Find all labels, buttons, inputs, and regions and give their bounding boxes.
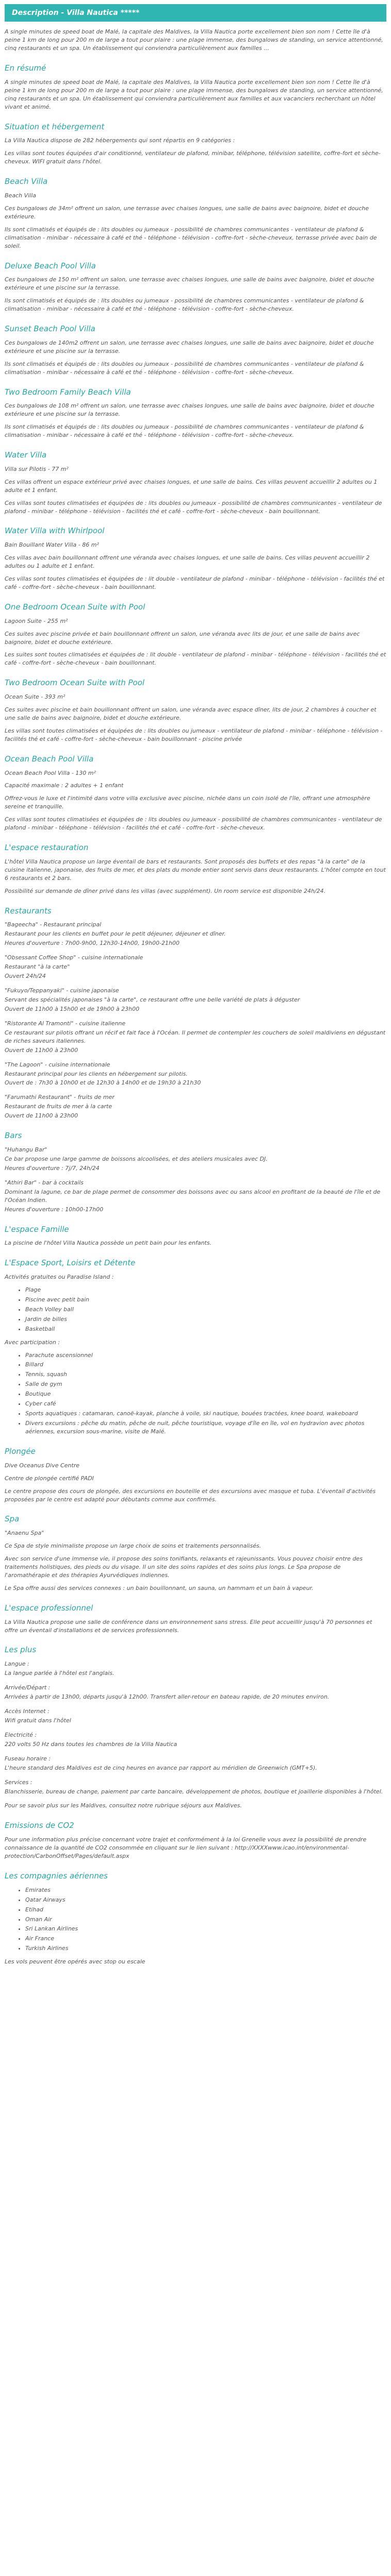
sport-intro: Activités gratuites ou Paradise Island : — [5, 1273, 114, 1280]
villa-title: Water Villa — [5, 450, 47, 460]
villa-equipment: Les suites sont toutes climatisées et équipées de : lit double - ventilateur de plafond - minibar - téléphone - télévision - facilités thé et café - coffre-fort - sèche-cheveux - bain bouillonnant. — [5, 651, 386, 667]
restaurant-desc: Restaurant de fruits de mer à la carte — [5, 1103, 112, 1110]
bar-desc: Ce bar propose une large gamme de boissons alcoolisées, et des ateliers musicales avec DJ. — [5, 1155, 268, 1162]
plus-label: Accès Internet : — [5, 1707, 50, 1715]
restaurant-name: "The Lagoon" - cuisine internationale — [5, 1061, 110, 1068]
restaurant-item — [5, 921, 386, 947]
restaurant-item — [5, 987, 386, 1013]
bar-name: "Huhangu Bar" — [5, 1146, 47, 1153]
list-item: • Divers excursions : pêche du matin, pêche de nuit, pêche touristique, voyage d'île en île, vol en hydravion avec photos aériennes, excursion sous-marine, visite de Malé. — [25, 1419, 386, 1436]
list-item: • Basketball — [25, 1325, 386, 1333]
restaurant-name: "Farumathi Restaurant" - fruits de mer — [5, 1094, 115, 1101]
villa-subtitle: Ocean Suite - 393 m² — [5, 693, 66, 701]
villa-section — [5, 450, 386, 515]
villa-title: Ocean Beach Pool Villa — [5, 754, 94, 764]
list-item: • Salle de gym — [25, 1380, 386, 1388]
intro-text: A single minutes de speed boat de Malé, la capitale des Maldives, la Villa Nautica porte excellement bien son nom ! Cette île d'à peine 1 km de long pour 200 m de large a tout pour plaire : une plage immense, des bungalows de standing, un service attentionné, cinq restaurants et un spa. Un établissement qui conviendra particulièrement aux familles ... — [5, 28, 383, 52]
restaurant-item — [5, 1020, 386, 1055]
villa-desc: Ces suites avec piscine privée et bain bouillonnant offrent un salon, une véranda avec lits de jour, et une salle de bains avec baignoire, bidet et douche extérieure. — [5, 630, 360, 646]
villa-equipment: Ces villas sont toutes climatisées et équipées de : lit double - ventilateur de plafond - minibar - téléphone - télévision - facilités thé et café - coffre-fort - sèche-cheveux - bain bouillonnant. — [5, 575, 385, 590]
restaurant-hours: Ouvert de 11h00 à 23h00 — [5, 1112, 78, 1120]
plus-item — [5, 1778, 386, 1796]
bar-desc: Dominant la lagune, ce bar de plage permet de consommer des boissons avec ou sans alcool en profitant de la beauté de l'île et de l'Océan Indien. — [5, 1188, 381, 1204]
villa-desc: Ces villas offrent un espace extérieur privé avec chaises longues, et une salle de bains. Ces villas peuvent accueillir 2 adultes ou 1 adulte et 1 enfant. — [5, 478, 378, 494]
plus-title: Les plus — [5, 1645, 37, 1655]
spa-text: Ce Spa de style minimaliste propose un large choix de soins et traitements personnalisés. — [5, 1543, 262, 1550]
sport-title: L'Espace Sport, Loisirs et Détente — [5, 1258, 136, 1268]
plus-value: Wifi gratuit dans l'hôtel — [5, 1717, 71, 1724]
plus-label: Services : — [5, 1778, 32, 1786]
villa-section — [5, 387, 386, 440]
villa-desc: Ces bungalows de 108 m² offrent un salon, une terrasse avec chaises longues, une salle de bains avec baignoire, bidet et douche extérieure et une piscine sur la terrasse. — [5, 402, 374, 418]
villa-subtitle: Bain Bouillant Water Villa - 86 m² — [5, 541, 99, 549]
list-item: • Beach Volley ball — [25, 1306, 386, 1314]
restaurant-desc: Ce restaurant sur pilotis offrant un récif et fait face à l'Océan. Il permet de contempler les couchers de soleil maldiviens en dégustant de riches saveurs italiennes. — [5, 1029, 386, 1044]
villa-section — [5, 176, 386, 250]
restauration-title: L'espace restauration — [5, 843, 89, 853]
list-item: • Parachute ascensionnel — [25, 1351, 386, 1360]
list-item: • Sports aquatiques : catamaran, canoë-kayak, planche à voile, ski nautique, bouées tractées, knee board, wakeboard — [25, 1410, 386, 1418]
list-item: • Piscine avec petit bain — [25, 1296, 386, 1304]
villa-desc: Ces suites avec piscine et bain bouillonnant offrent un salon, une véranda avec espace dîner, lits de jour, 2 chambres à coucher et une salle de bains avec baignoire, bidet et douche extérieure. — [5, 706, 377, 721]
dive-center-name: Dive Oceanus Dive Centre — [5, 1462, 80, 1469]
dive-center-text: Le centre propose des cours de plongée, des excursions en bouteille et des excursions avec masque et tuba. L'éventail d'activités proposées par le centre est adapté pour débutants comme aux confirmés. — [5, 1487, 376, 1503]
spa-text: Le Spa offre aussi des services connexes : un bain bouillonnant, un sauna, un hammam et un bain à vapeur. — [5, 1584, 314, 1591]
villa-subtitle: Ocean Beach Pool Villa - 130 m² — [5, 769, 96, 776]
villa-section — [5, 754, 386, 832]
villa-section — [5, 526, 386, 591]
restaurant-item — [5, 1093, 386, 1120]
bars-title: Bars — [5, 1131, 22, 1141]
list-item: • Turkish Airlines — [25, 1944, 386, 1953]
villa-equipment: Les villas sont toutes climatisées et équipées de : lits doubles ou jumeaux - ventilateur de plafond - minibar - téléphone - télévision - facilités thé et café - coffre-fort - sèche-cheveux - bain bouillonnant - piscine privée — [5, 727, 383, 742]
plongee-title: Plongée — [5, 1446, 36, 1456]
situation-text: La Villa Nautica dispose de 282 hébergements qui sont répartis en 9 catégories : — [5, 137, 235, 144]
airlines-list — [5, 1886, 386, 1953]
villa-title: Sunset Beach Pool Villa — [5, 324, 95, 334]
villa-equipment: Ces villas sont toutes climatisées et équipées de : lits doubles ou jumeaux - possibilité de chambres communicantes - ventilateur de plafond - minibar - téléphone - télévision - facilités thé et café - coffre-fort - sèche-cheveux - bain bouillonnant. — [5, 499, 382, 515]
resume-text: A single minutes de speed boat de Malé, la capitale des Maldives, la Villa Nautica porte excellement bien son nom ! Cette île d'à peine 1 km de long pour 200 m de large a tout pour plaire : une plage immense, des bungalows de standing, un service attentionné, cinq restaurants et un spa. Un établissement qui conviendra particulièrement aux familles et aux vacanciers recherchant un hôtel vivant et animé. — [5, 78, 383, 110]
restaurant-item — [5, 1061, 386, 1088]
restaurant-name: "Fukuyo/Teppanyaki" - cuisine japonaise — [5, 987, 119, 994]
villa-equipment: Ces villas sont toutes climatisées et équipées de : lits doubles ou jumeaux - possibilité de chambres communicantes - ventilateur de plafond - minibar - téléphone - télévision - facilités thé et café - coffre-fort - sèche-cheveux. — [5, 816, 382, 832]
restaurant-desc: Restaurant "à la carte" — [5, 963, 70, 971]
list-item: • Oman Air — [25, 1916, 386, 1924]
list-item: • Billard — [25, 1361, 386, 1369]
restaurant-hours: Ouvert de 11h00 à 23h00 — [5, 1046, 78, 1054]
plus-value: 220 volts 50 Hz dans toutes les chambres de la Villa Nautica — [5, 1740, 177, 1748]
villa-title: One Bedroom Ocean Suite with Pool — [5, 602, 145, 612]
restauration-note: Possibilité sur demande de dîner privé dans les villas (avec supplément). Un room service est disponible 24h/24. — [5, 887, 326, 894]
plus-label: Fuseau horaire : — [5, 1755, 51, 1762]
plus-item — [5, 1660, 386, 1677]
villa-section — [5, 677, 386, 743]
restaurant-hours: Ouvert de : 7h30 à 10h00 et de 12h30 à 14h00 et de 19h30 à 21h30 — [5, 1079, 201, 1087]
restaurant-name: "Obsessant Coffee Shop" - cuisine internationale — [5, 954, 143, 961]
villa-desc: Ces bungalows de 140m2 offrent un salon, une terrasse avec chaises longues, une salle de bains avec baignoire, bidet et douche extérieure et une piscine sur la terrasse. — [5, 339, 374, 354]
list-item: • Air France — [25, 1935, 386, 1943]
villa-equipment: Ils sont climatisés et équipés de : lits doubles ou jumeaux - possibilité de chambres communicantes - ventilateur de plafond & climatisation - minibar - nécessaire à café et thé - téléphone - télévision - coffre-fort - sèche-cheveux, terrasse privée avec bain de soleil. — [5, 226, 377, 249]
pro-text: La Villa Nautica propose une salle de conférence dans un environnement sans stress. Elle peut accueillir jusqu'à 70 personnes et offre un éventail d'installations et de services professionnels. — [5, 1618, 372, 1634]
co2-title: Emissions de CO2 — [5, 1821, 74, 1831]
bar-name: "Athiri Bar" - bar à cocktails — [5, 1179, 84, 1186]
pro-title: L'espace professionnel — [5, 1603, 93, 1613]
spa-title: Spa — [5, 1514, 20, 1524]
plus-item — [5, 1755, 386, 1772]
villa-title: Deluxe Beach Pool Villa — [5, 261, 96, 270]
plus-value: La langue parlée à l'hôtel est l'anglais. — [5, 1670, 115, 1677]
villa-desc: Ces bungalows de 34m² offrent un salon, une terrasse avec chaises longues, une salle de bains avec baignoire, bidet et douche extérieure. — [5, 205, 369, 220]
page-banner: Description - Villa Nautica ***** — [5, 4, 386, 22]
list-item: • Etihad — [25, 1906, 386, 1914]
paid-intro: Avec participation : — [5, 1338, 60, 1346]
villa-desc: Ces bungalows de 150 m² offrent un salon, une terrasse avec chaises longues, une salle de bains avec baignoire, bidet et douche extérieure et une piscine sur la terrasse. — [5, 276, 374, 292]
villa-desc: Ces villas avec bain bouillonnant offrent une véranda avec chaises longues, et une salle de bains. Ces villas peuvent accueillir 2 adultes ou 1 adulte et 1 enfant. — [5, 554, 370, 570]
restaurants-title: Restaurants — [5, 906, 52, 916]
restaurant-item — [5, 954, 386, 980]
list-item: • Jardin de billes — [25, 1315, 386, 1324]
resume-title: En résumé — [5, 63, 46, 73]
bar-hours: Heures d'ouverture : 7j/7, 24h/24 — [5, 1164, 100, 1172]
villa-subtitle: Lagoon Suite - 255 m² — [5, 617, 68, 624]
page — [5, 0, 386, 1986]
plus-item — [5, 1802, 386, 1810]
airlines-title: Les compagnies aériennes — [5, 1871, 108, 1880]
villa-desc: Offrez-vous le luxe et l'intimité dans votre villa exclusive avec piscine, nichée dans un coin isolé de l'île, offrant une atmosphère sereine et tranquille. — [5, 795, 370, 810]
villa-equipment: Ils sont climatisés et équipés de : lits doubles ou jumeaux - possibilité de chambres communicantes - ventilateur de plafond & climatisation - minibar - nécessaire à café et thé - téléphone - télévision - coffre-fort - sèche-cheveux. — [5, 360, 364, 376]
restaurant-desc: Restaurant pour les clients en buffet pour le petit déjeuner, déjeuner et dîner. — [5, 930, 226, 938]
plus-value: Arrivées à partir de 13h00, départs jusqu'à 12h00. Transfert aller-retour en bateau rapide, de 20 minutes environ. — [5, 1693, 330, 1701]
restaurant-name: "Ristorante Al Tramonti" - cuisine italienne — [5, 1020, 126, 1027]
list-item: • Plage — [25, 1286, 386, 1294]
villa-title: Two Bedroom Ocean Suite with Pool — [5, 678, 145, 688]
list-item: • Tennis, squash — [25, 1370, 386, 1379]
airlines-note: Les vols peuvent être opérés avec stop ou escale — [5, 1958, 145, 1965]
plus-label: Electricité : — [5, 1731, 37, 1738]
list-item: • Qatar Airways — [25, 1896, 386, 1904]
villa-section — [5, 261, 386, 314]
restaurant-desc: Servant des spécialités japonaises "à la carte", ce restaurant offre une belle variété de plats à déguster — [5, 996, 300, 1003]
villa-section — [5, 324, 386, 377]
villa-title: Two Bedroom Family Beach Villa — [5, 387, 131, 397]
bar-item — [5, 1179, 386, 1214]
co2-text: Pour une information plus précise concernant votre trajet et conformément à la loi Grenelle vous avez la possibilité de prendre connaissance de la quantité de CO2 consommée en cliquant sur le lien suivant : http://XXXXwww.icao.int/environmental-protection/CarbonOffset/Pages/default.aspx — [5, 1836, 367, 1860]
list-item: • Sri Lankan Airlines — [25, 1925, 386, 1933]
list-item: • Emirates — [25, 1886, 386, 1894]
plus-value: L'heure standard des Maldives est de cinq heures en avance par rapport au méridien de Greenwich (GMT+5). — [5, 1764, 317, 1771]
spa-text: Avec son service d'une immense vie, il propose des soins tonifiants, relaxants et rajeunissants. Vous pouvez choisir entre des traitements holistiques, des pieds ou du visage. Il un site des soins rapides et des soins plus longs. Le Spa propose de l'aromathérapie et des thérapies Ayurvédiques indiennes. — [5, 1555, 363, 1579]
plus-item — [5, 1731, 386, 1749]
villa-title: Water Villa with Whirlpool — [5, 526, 105, 536]
situation-text: Les villas sont toutes équipées d'air conditionné, ventilateur de plafond, minibar, téléphone, télévision satellite, coffre-fort et sèche-cheveux. WIFI gratuit dans l'hôtel. — [5, 150, 381, 165]
villa-subtitle: Beach Villa — [5, 192, 37, 199]
plus-item — [5, 1707, 386, 1725]
plus-label: Arrivée/Départ : — [5, 1684, 51, 1691]
villa-title: Beach Villa — [5, 177, 48, 187]
famille-title: L'espace Famille — [5, 1224, 69, 1234]
situation-title: Situation et hébergement — [5, 122, 105, 131]
restaurant-hours: Ouvert de 11h00 à 15h00 et de 19h00 à 23h00 — [5, 1005, 140, 1012]
dive-center-label: Centre de plongée certifié PADI — [5, 1475, 94, 1482]
villa-equipment: Ils sont climatisés et équipés de : lits doubles ou jumeaux - possibilité de chambres communicantes - ventilateur de plafond & climatisation - minibar - nécessaire à café et thé - téléphone - télévision - coffre-fort - sèche-cheveux. — [5, 297, 364, 313]
restauration-intro: L'hôtel Villa Nautica propose un large éventail de bars et restaurants. Sont proposés des buffets et des repas "à la carte" de la cuisine italienne, japonaise, des fruits de mer, et des plats du monde entier sont servis dans deux restaurants. L'hôtel compte en tout 6 restaurants et 2 bars. — [5, 858, 386, 882]
restaurant-desc: Restaurant principal pour les clients en hébergement sur pilotis. — [5, 1070, 188, 1077]
restaurant-name: "Bageecha" - Restaurant principal — [5, 921, 102, 928]
villa-equipment: Ils sont climatisés et équipés de : lits doubles ou jumeaux - possibilité de chambres communicantes - ventilateur de plafond & climatisation - minibar - nécessaire à café et thé - téléphone - télévision - coffre-fort - sèche-cheveux. — [5, 423, 364, 439]
free-activities-list — [5, 1286, 386, 1333]
list-item: • Boutique — [25, 1390, 386, 1398]
plus-value: Blanchisserie, bureau de change, paiement par carte bancaire, développement de photos, boutique et joaillerie disponibles à l'hôtel. — [5, 1788, 383, 1795]
villa-subtitle: Villa sur Pilotis - 77 m² — [5, 465, 69, 472]
plus-item — [5, 1684, 386, 1701]
bar-item — [5, 1146, 386, 1173]
list-item: • Cyber café — [25, 1400, 386, 1408]
paid-activities-list — [5, 1351, 386, 1436]
spa-name: "Anaenu Spa" — [5, 1530, 44, 1537]
restaurant-hours: Heures d'ouverture : 7h00-9h00, 12h30-14h00, 19h00-21h00 — [5, 940, 180, 947]
plus-note: Pour se savoir plus sur les Maldives, consultez notre rubrique séjours aux Maldives. — [5, 1802, 242, 1809]
restaurant-hours: Ouvert 24h/24 — [5, 973, 46, 980]
plus-label: Langue : — [5, 1660, 29, 1668]
bar-hours: Heures d'ouverture : 10h00-17h00 — [5, 1206, 104, 1213]
famille-text: La piscine de l'hôtel Villa Nautica possède un petit bain pour les enfants. — [5, 1240, 212, 1247]
villa-section — [5, 602, 386, 667]
villa-capacity: Capacité maximale : 2 adultes + 1 enfant — [5, 782, 124, 789]
